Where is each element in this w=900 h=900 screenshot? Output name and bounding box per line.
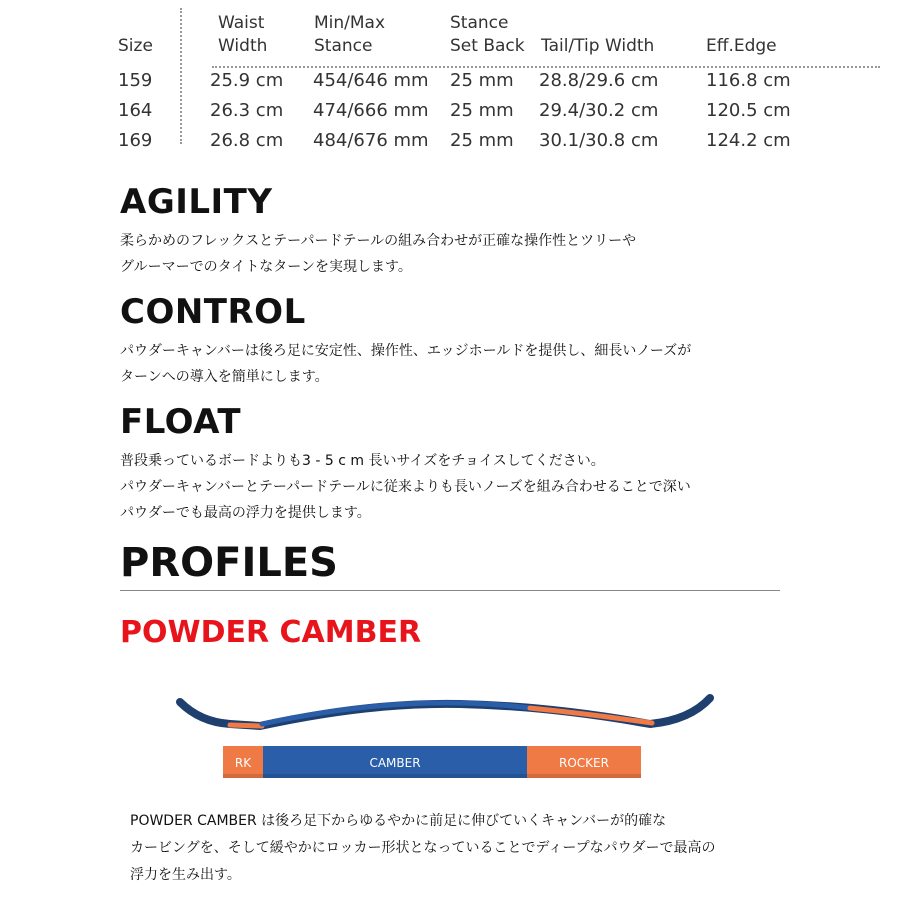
header-stance: Min/Max Stance — [314, 13, 386, 56]
table-row — [118, 126, 798, 156]
cell-size: 164 — [118, 100, 153, 121]
board-tail-rocker — [230, 725, 262, 726]
description-line: 柔らかめのフレックスとテーパードテールの組み合わせが正確な操作性とツリーや — [120, 233, 637, 249]
section-description — [120, 338, 800, 390]
profiles-title: PROFILES — [120, 540, 338, 586]
segment-camber-label: CAMBER — [369, 756, 421, 770]
table-row — [118, 96, 798, 126]
cell-waist-width: 25.9 cm — [210, 70, 284, 91]
profiles-divider — [120, 590, 780, 591]
description-line: カービングを、そして緩やかにロッカー形状となっていることでディープなパウダーで最高の — [130, 840, 716, 856]
description-line: POWDER CAMBER は後ろ足下からゆるやかに前足に伸びていくキャンバーが的確な — [130, 813, 667, 829]
cell-stance: 454/646 mm — [313, 70, 429, 91]
cell-tail-tip-width: 30.1/30.8 cm — [539, 130, 659, 151]
cell-tail-tip-width: 29.4/30.2 cm — [539, 100, 659, 121]
profile-name: POWDER CAMBER — [120, 615, 422, 650]
spec-table — [118, 8, 798, 151]
header-eff-edge: Eff.Edge — [706, 36, 777, 56]
cell-eff-edge: 124.2 cm — [706, 130, 791, 151]
description-line: グルーマーでのタイトなターンを実現します。 — [120, 259, 412, 275]
cell-size: 169 — [118, 130, 153, 151]
profile-diagram — [170, 688, 730, 788]
segment-bar-shadow — [223, 774, 641, 778]
description-line: パウダーキャンバーは後ろ足に安定性、操作性、エッジホールドを提供し、細長いノーズが — [120, 343, 692, 359]
description-line: 普段乗っているボードよりも3 - 5 c m 長いサイズをチョイスしてください。 — [120, 453, 605, 469]
segment-rk-label: RK — [234, 756, 252, 770]
cell-tail-tip-width: 28.8/29.6 cm — [539, 70, 659, 91]
description-line: 浮力を生み出す。 — [130, 867, 241, 883]
header-set-back: Stance Set Back — [450, 13, 525, 56]
section-description — [120, 448, 800, 526]
cell-waist-width: 26.3 cm — [210, 100, 284, 121]
section-title: AGILITY — [120, 182, 273, 222]
profile-description — [130, 808, 810, 889]
description-line: パウダーでも最高の浮力を提供します。 — [120, 505, 371, 521]
section-float — [120, 402, 800, 526]
section-control — [120, 292, 800, 390]
cell-set-back: 25 mm — [450, 130, 514, 151]
header-size: Size — [118, 36, 153, 56]
cell-stance: 484/676 mm — [313, 130, 429, 151]
header-waist-width: Waist Width — [218, 13, 268, 56]
cell-set-back: 25 mm — [450, 100, 514, 121]
cell-waist-width: 26.8 cm — [210, 130, 284, 151]
cell-set-back: 25 mm — [450, 70, 514, 91]
cell-eff-edge: 120.5 cm — [706, 100, 791, 121]
section-description — [120, 228, 800, 280]
header-tail-tip-width: Tail/Tip Width — [541, 36, 655, 56]
section-title: FLOAT — [120, 402, 242, 442]
cell-stance: 474/666 mm — [313, 100, 429, 121]
description-line: ターンへの導入を簡単にします。 — [120, 369, 329, 385]
cell-eff-edge: 116.8 cm — [706, 70, 791, 91]
section-title: CONTROL — [120, 292, 306, 332]
board-nose-rocker — [530, 708, 652, 723]
table-body — [118, 66, 798, 156]
description-line: パウダーキャンバーとテーパードテールに従来よりも長いノーズを組み合わせることで深い — [120, 479, 691, 495]
segment-rocker-label: ROCKER — [559, 756, 609, 770]
table-row — [118, 66, 798, 96]
table-header — [118, 8, 798, 58]
section-agility — [120, 182, 800, 280]
cell-size: 159 — [118, 70, 153, 91]
